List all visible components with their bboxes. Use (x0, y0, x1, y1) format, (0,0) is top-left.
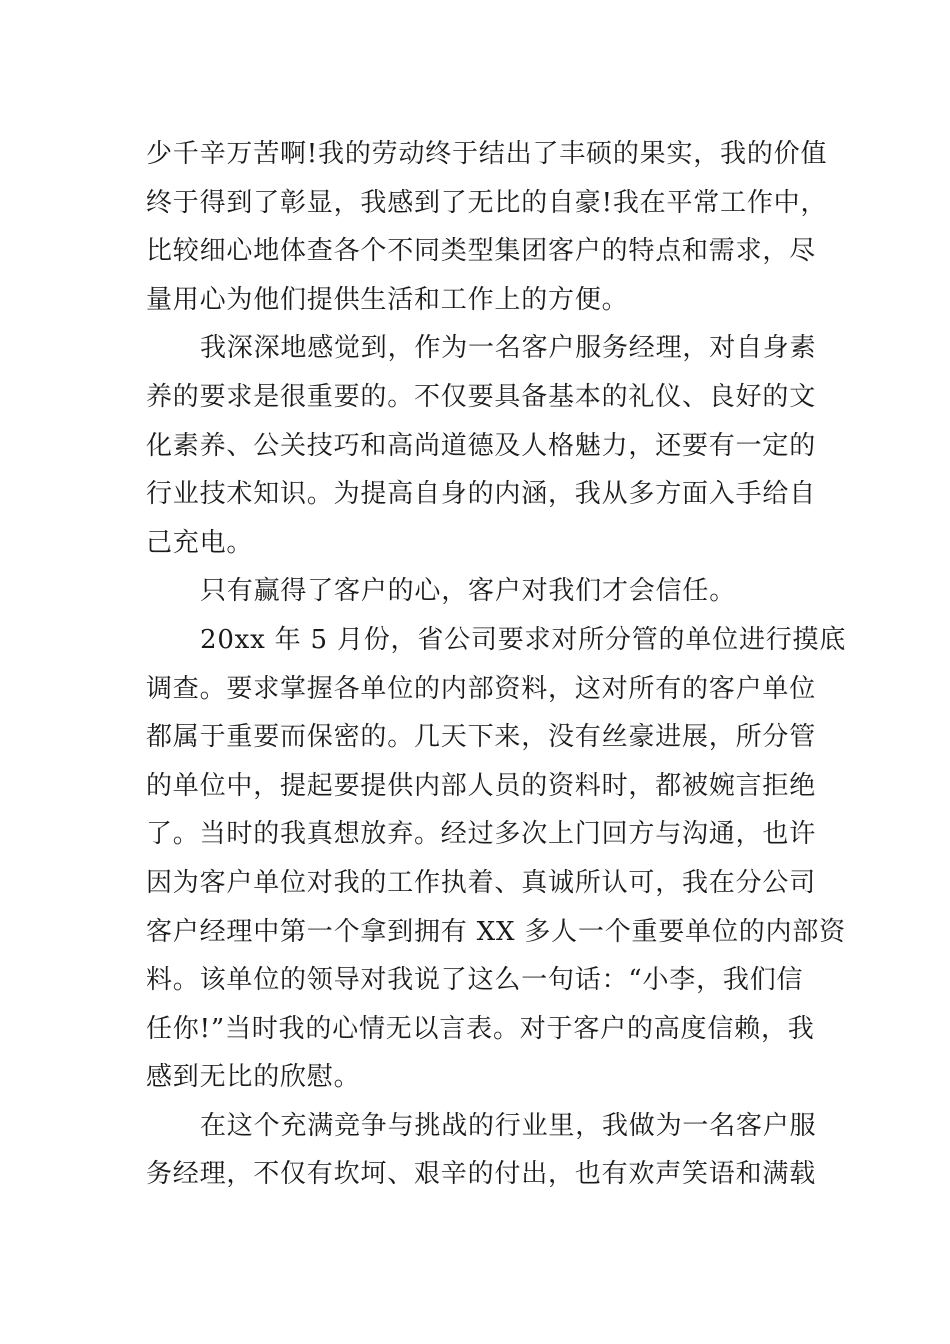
text-line-first: 只有赢得了客户的心，客户对我们才会信任。 (200, 576, 737, 607)
paragraph-3 (146, 567, 808, 616)
text-line: 调查。要求掌握各单位的内部资料，这对所有的客户单位 (146, 673, 817, 704)
paragraph-5 (146, 1102, 817, 1199)
text-line: 料。该单位的领导对我说了这么一句话：“小李，我们信 (146, 965, 804, 996)
text-line: 化素养、公关技巧和高尚道德及人格魅力，还要有一定的 (146, 430, 817, 461)
text-line: 客户经理中第一个拿到拥有 XX 多人一个重要单位的内部资 (146, 916, 846, 947)
text-line: 少千辛万苦啊!我的劳动终于结出了丰硕的果实，我的价值 (146, 139, 828, 169)
text-line: 己充电。 (146, 527, 254, 558)
text-line: 因为客户单位对我的工作执着、真诚所认可，我在分公司 (146, 867, 817, 898)
text-line: 都属于重要而保密的。几天下来，没有丝豪进展，所分管 (146, 722, 817, 753)
text-line-first: 在这个充满竞争与挑战的行业里，我做为一名客户服 (200, 1110, 817, 1141)
text-line: 养的要求是很重要的。不仅要具备基本的礼仪、良好的文 (146, 381, 817, 412)
text-line: 量用心为他们提供生活和工作上的方便。 (146, 284, 629, 315)
text-line: 了。当时的我真想放弃。经过多次上门回方与沟通，也许 (146, 819, 817, 850)
paragraph-2 (146, 324, 817, 567)
text-line: 任你!”当时我的心情无以言表。对于客户的高度信赖，我 (146, 1013, 815, 1044)
text-line: 终于得到了彰显，我感到了无比的自豪!我在平常工作中， (146, 187, 828, 218)
text-line-first: 我深深地感觉到，作为一名客户服务经理，对自身素 (200, 333, 817, 364)
text-line-first: 20xx 年 5 月份，省公司要求对所分管的单位进行摸底 (200, 624, 847, 655)
paragraph-1 (146, 130, 828, 324)
document-body (146, 130, 847, 1199)
text-line: 感到无比的欣慰。 (146, 1062, 361, 1093)
paragraph-4 (146, 616, 847, 1102)
text-line: 的单位中，提起要提供内部人员的资料时，都被婉言拒绝 (146, 770, 817, 801)
text-line: 比较细心地体查各个不同类型集团客户的特点和需求，尽 (146, 236, 817, 267)
text-line: 行业技术知识。为提高自身的内涵，我从多方面入手给自 (146, 479, 817, 510)
text-line: 务经理，不仅有坎坷、艰辛的付出，也有欢声笑语和满载 (146, 1159, 817, 1190)
